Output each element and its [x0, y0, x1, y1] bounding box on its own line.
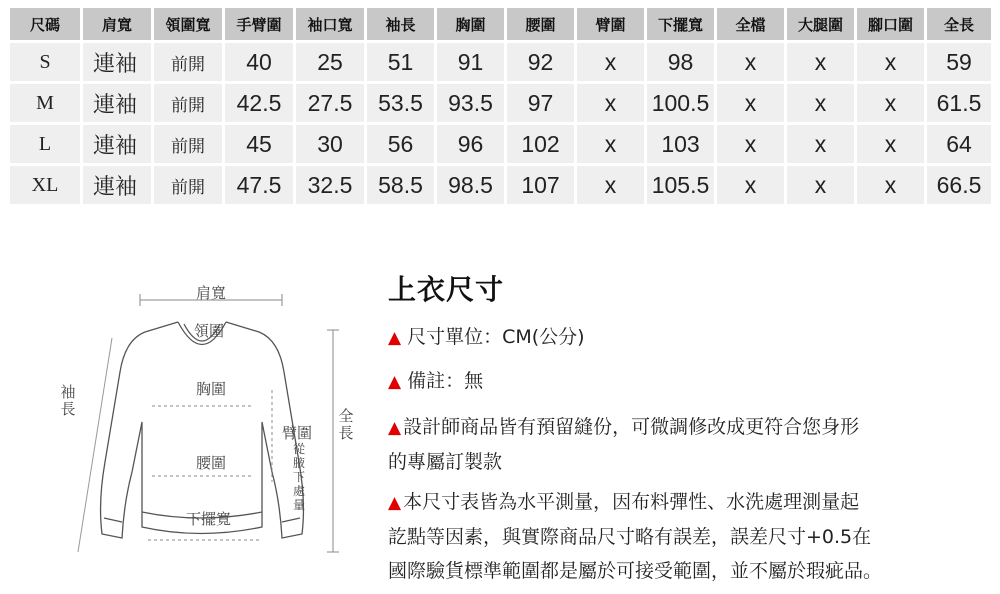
header-upper-arm: 臂圍 [577, 8, 644, 40]
table-cell: 98 [647, 43, 714, 81]
table-cell: XL [10, 166, 80, 204]
header-hem-width: 下擺寬 [647, 8, 714, 40]
header-sleeve-length: 袖長 [367, 8, 434, 40]
table-cell: 45 [225, 125, 293, 163]
table-cell: 30 [296, 125, 364, 163]
header-rise: 全檔 [717, 8, 784, 40]
table-cell: 107 [507, 166, 574, 204]
table-cell: x [717, 43, 784, 81]
collar-label: 領圍 [194, 322, 225, 340]
table-cell: 25 [296, 43, 364, 81]
table-cell: S [10, 43, 80, 81]
table-cell: 56 [367, 125, 434, 163]
table-cell: x [787, 43, 854, 81]
para-line: 訖點等因素，與實際商品尺寸略有誤差，誤差尺寸+0.5在 [388, 526, 872, 548]
table-cell: 93.5 [437, 84, 504, 122]
table-cell: 前開 [154, 125, 222, 163]
table-cell: 105.5 [647, 166, 714, 204]
triangle-bullet-icon: ▲ [388, 493, 402, 513]
note-text: 備註：無 [407, 370, 484, 392]
table-cell: 27.5 [296, 84, 364, 122]
shoulder-width-label: 肩寬 [196, 284, 227, 302]
table-row [10, 43, 991, 81]
table-cell: 61.5 [927, 84, 991, 122]
table-cell: x [857, 43, 924, 81]
table-cell: 42.5 [225, 84, 293, 122]
table-cell: 前開 [154, 166, 222, 204]
table-cell: 91 [437, 43, 504, 81]
table-cell: 32.5 [296, 166, 364, 204]
table-cell: 92 [507, 43, 574, 81]
size-chart-table [7, 5, 994, 207]
header-arm-circumference: 手臂圍 [225, 8, 293, 40]
table-row [10, 166, 991, 204]
table-cell: 40 [225, 43, 293, 81]
triangle-bullet-icon: ▲ [388, 418, 402, 438]
table-cell: x [857, 125, 924, 163]
para-line: 本尺寸表皆為水平測量，因布料彈性、水洗處理測量起 [403, 491, 860, 513]
para-line: 設計師商品皆有預留縫份，可微調修改成更符合您身形 [403, 416, 860, 438]
table-cell: 連袖 [83, 43, 151, 81]
full-length-label: 全長 [338, 407, 354, 442]
table-cell: x [787, 84, 854, 122]
table-header-row [10, 8, 991, 40]
hem-width-label: 下擺寬 [186, 510, 232, 528]
table-cell: x [717, 84, 784, 122]
waist-label: 腰圍 [196, 454, 227, 472]
header-size: 尺碼 [10, 8, 80, 40]
table-cell: x [577, 84, 644, 122]
table-cell: 連袖 [83, 166, 151, 204]
table-cell: 前開 [154, 84, 222, 122]
unit-line [388, 322, 988, 349]
header-cuff-width: 袖口寬 [296, 8, 364, 40]
table-cell: 59 [927, 43, 991, 81]
table-cell: 連袖 [83, 84, 151, 122]
unit-text: 尺寸單位：CM(公分) [407, 326, 585, 348]
table-cell: x [787, 166, 854, 204]
table-row [10, 125, 991, 163]
table-cell: 51 [367, 43, 434, 81]
table-cell: x [577, 43, 644, 81]
header-chest: 胸圍 [437, 8, 504, 40]
table-cell: 58.5 [367, 166, 434, 204]
chest-label: 胸圍 [196, 380, 227, 398]
table-cell: 53.5 [367, 84, 434, 122]
table-cell: 96 [437, 125, 504, 163]
table-cell: M [10, 84, 80, 122]
table-cell: x [577, 166, 644, 204]
table-cell: x [787, 125, 854, 163]
table-cell: x [857, 166, 924, 204]
table-cell: x [717, 125, 784, 163]
measurement-tolerance-paragraph [388, 485, 988, 588]
triangle-bullet-icon: ▲ [388, 328, 402, 348]
section-title: 上衣尺寸 [388, 273, 505, 306]
table-cell: 64 [927, 125, 991, 163]
sleeve-length-label: 袖長 [60, 383, 76, 418]
triangle-bullet-icon: ▲ [388, 372, 402, 392]
arm-measure-note: 從腋下處量 [292, 442, 305, 512]
header-shoulder: 肩寬 [83, 8, 151, 40]
table-cell: L [10, 125, 80, 163]
table-cell: x [717, 166, 784, 204]
table-cell: 66.5 [927, 166, 991, 204]
table-cell: 連袖 [83, 125, 151, 163]
table-cell: x [857, 84, 924, 122]
arm-circumference-label: 臂圍 [282, 424, 313, 442]
table-cell: 47.5 [225, 166, 293, 204]
table-cell: x [577, 125, 644, 163]
header-full-length: 全長 [927, 8, 991, 40]
para-line: 國際驗貨標準範圍都是屬於可接受範圍，並不屬於瑕疵品。 [388, 560, 883, 582]
sweater-measurement-diagram [50, 272, 360, 572]
table-cell: 103 [647, 125, 714, 163]
table-row [10, 84, 991, 122]
header-leg-opening: 腳口圍 [857, 8, 924, 40]
header-collar-width: 領圍寬 [154, 8, 222, 40]
table-cell: 102 [507, 125, 574, 163]
size-info-panel [388, 268, 988, 594]
tailoring-paragraph [388, 410, 988, 479]
table-cell: 98.5 [437, 166, 504, 204]
para-line: 的專屬訂製款 [388, 451, 503, 473]
table-cell: 100.5 [647, 84, 714, 122]
table-cell: 前開 [154, 43, 222, 81]
note-line [388, 366, 988, 393]
header-waist: 腰圍 [507, 8, 574, 40]
table-cell: 97 [507, 84, 574, 122]
header-thigh: 大腿圍 [787, 8, 854, 40]
